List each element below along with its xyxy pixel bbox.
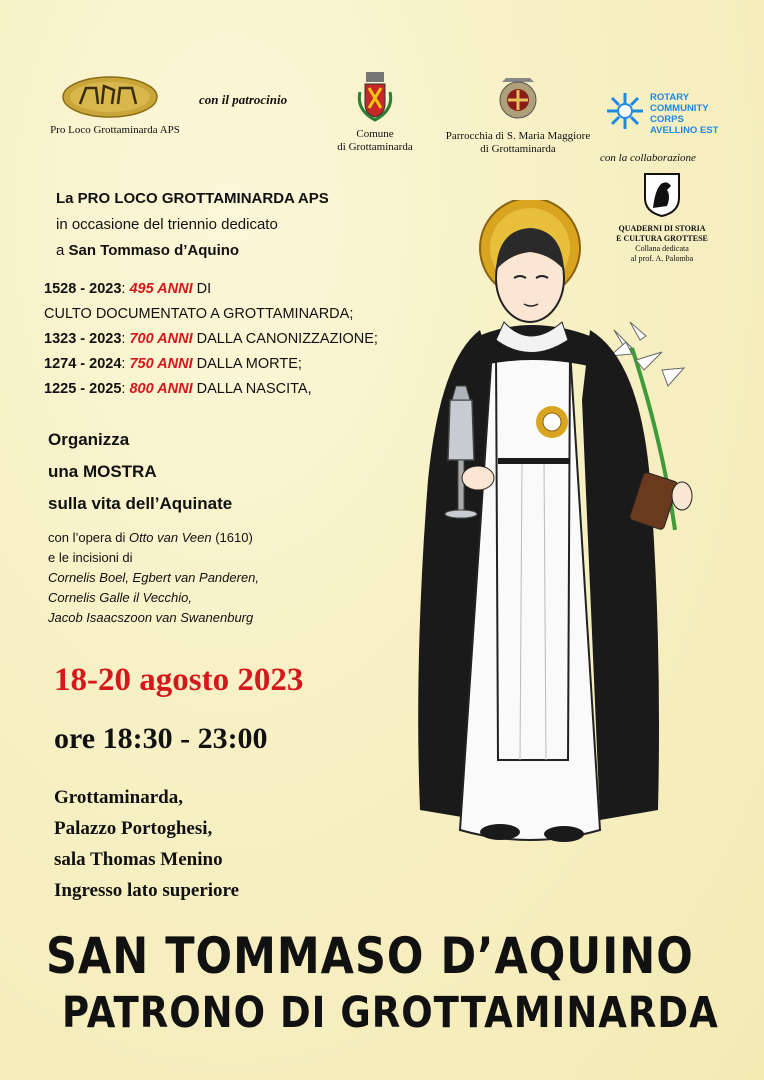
anniversary-row: CULTO DOCUMENTATO A GROTTAMINARDA; bbox=[44, 306, 354, 322]
saint-illustration bbox=[400, 200, 700, 860]
comune-crest-icon bbox=[354, 70, 396, 124]
rotary-logo-icon bbox=[606, 92, 644, 130]
quaderni-caption: QUADERNI DI STORIA E CULTURA GROTTESE Collana dedicata al prof. A. Palomba bbox=[616, 224, 708, 263]
proloco-logo bbox=[62, 76, 158, 118]
rotary-text: ROTARY COMMUNITY CORPS AVELLINO EST bbox=[650, 92, 719, 136]
footer-subtitle: PATRONO DI GROTTAMINARDA bbox=[62, 988, 719, 1038]
parrocchia-caption: Parrocchia di S. Maria Maggiore di Grottaminarda bbox=[445, 130, 591, 155]
anniversary-row: 1528 - 2023: 495 ANNI DI bbox=[44, 281, 212, 297]
proloco-caption: Pro Loco Grottaminarda APS bbox=[50, 124, 180, 136]
comune-caption: Comune di Grottaminarda bbox=[337, 128, 413, 153]
opera-block: con l’opera di Otto van Veen (1610) e le incisioni di Cornelis Boel, Egbert van Panderen, Cornelis Galle il Vecchio, Jacob Isaacszoon van Swanenburg bbox=[48, 530, 260, 625]
intro: La PRO LOCO GROTTAMINARDA APS in occasione del triennio dedicato a San Tommaso d’Aquino bbox=[56, 190, 329, 259]
anniversaries bbox=[44, 277, 378, 402]
event-dates: 18-20 agosto 2023 bbox=[54, 662, 304, 698]
anniversary-row: 1225 - 2025: 800 ANNI DALLA NASCITA, bbox=[44, 381, 312, 397]
organizza-block: Organizza una MOSTRA sulla vita dell’Aquinate bbox=[48, 430, 233, 513]
anniversary-row: 1323 - 2023: 700 ANNI DALLA CANONIZZAZIONE; bbox=[44, 331, 378, 347]
footer-title: SAN TOMMASO D’AQUINO bbox=[46, 928, 694, 986]
event-location: Grottaminarda, Palazzo Portoghesi, sala Thomas Menino Ingresso lato superiore bbox=[54, 787, 240, 901]
anniversary-row: 1274 - 2024: 750 ANNI DALLA MORTE; bbox=[44, 356, 302, 372]
collaborazione-label: con la collaborazione bbox=[600, 152, 696, 164]
event-hours: ore 18:30 - 23:00 bbox=[54, 722, 268, 755]
patrocinio-label: con il patrocinio bbox=[199, 92, 288, 107]
parrocchia-crest-icon bbox=[496, 74, 540, 124]
